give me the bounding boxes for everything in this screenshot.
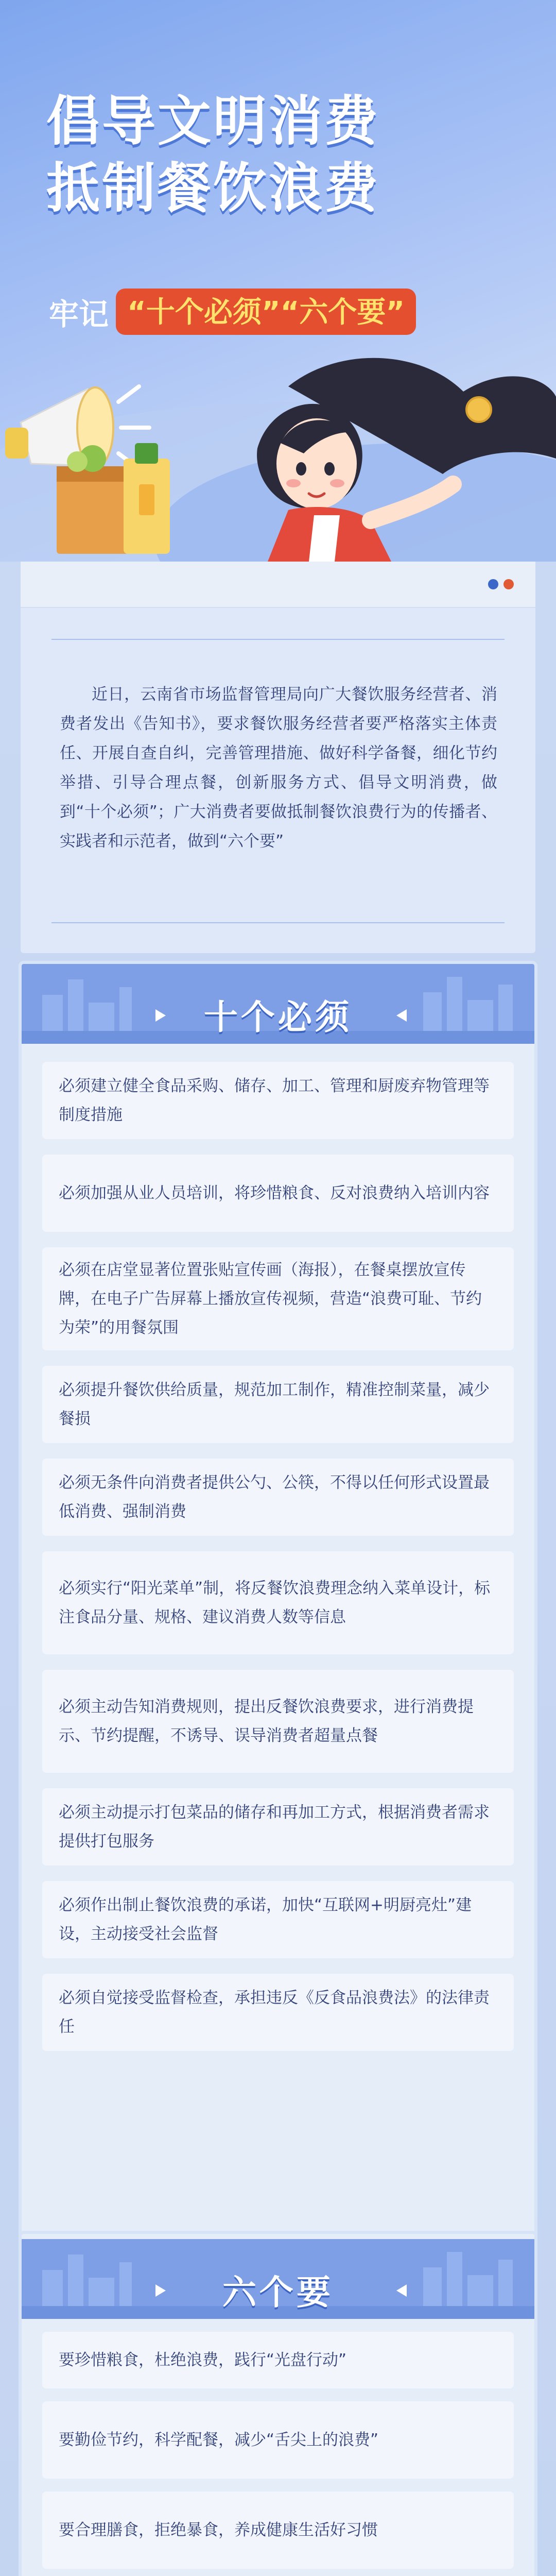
- list-item: 必须主动告知消费规则，提出反餐饮浪费要求，进行消费提示、节约提醒，不诱导、误导消费者超量点餐: [42, 1670, 514, 1773]
- list-item: 要勤俭节约，科学配餐，减少“舌尖上的浪费”: [42, 2401, 514, 2479]
- list-item: 必须提升餐饮供给质量，规范加工制作，精准控制菜量，减少餐损: [42, 1366, 514, 1443]
- section-title: 六个要: [222, 2273, 334, 2312]
- list-item: 要合理膳食，拒绝暴食，养成健康生活好习惯: [42, 2492, 514, 2569]
- hero-subtitle-pill: “十个必须”“六个要”: [116, 289, 416, 335]
- grocery-bag-icon: [57, 443, 170, 554]
- section-banner: [22, 964, 534, 1044]
- section-six-wants: [19, 2231, 537, 2576]
- dot-icon: [503, 579, 514, 589]
- hero-illustration: [0, 289, 556, 562]
- hero-subtitle-lead: 牢记: [49, 297, 109, 332]
- hero-title-line2: 抵制餐饮浪费: [46, 157, 380, 219]
- list-item: 必须自觉接受监督检查，承担违反《反食品浪费法》的法律责任: [42, 1974, 514, 2051]
- divider: [51, 639, 505, 640]
- list-item: 必须实行“阳光菜单”制，将反餐饮浪费理念纳入菜单设计，标注食品分量、规格、建议消费人数等信息: [42, 1551, 514, 1654]
- list-item: 必须建立健全食品采购、储存、加工、管理和厨废弃物管理等制度措施: [42, 1062, 514, 1139]
- section-banner: [22, 2239, 534, 2319]
- list-item: 必须主动提示打包菜品的储存和再加工方式，根据消费者需求提供打包服务: [42, 1788, 514, 1866]
- girl-illustration: [257, 358, 556, 562]
- hero-title-line1: 倡导文明消费: [46, 90, 380, 152]
- list-item: 必须无条件向消费者提供公勺、公筷，不得以任何形式设置最低消费、强制消费: [42, 1459, 514, 1536]
- list-item: 必须在店堂显著位置张贴宣传画（海报），在餐桌摆放宣传牌，在电子广告屏幕上播放宣传视频，营造“浪费可耻、节约为荣”的用餐氛围: [42, 1247, 514, 1350]
- intro-text: 近日，云南省市场监督管理局向广大餐饮服务经营者、消费者发出《告知书》，要求餐饮服务经营者要严格落实主体责任、开展自查自纠，完善管理措施、做好科学备餐，细化节约举措、引导合理点餐，创新服务方式、倡导文明消费，做到“十个必须”；广大消费者要做抵制餐饮浪费行为的传播者、实践者和示范者，做到“六个要”: [60, 685, 497, 851]
- intro-card-header: [21, 562, 535, 608]
- hero-banner: [0, 0, 556, 562]
- list-item: 必须作出制止餐饮浪费的承诺，加快“互联网+明厨亮灶”建设，主动接受社会监督: [42, 1881, 514, 1958]
- section-ten-musts: [19, 961, 537, 2244]
- triangle-right-icon: [396, 2284, 407, 2297]
- intro-card: [21, 562, 535, 953]
- section-title: 十个必须: [204, 997, 352, 1037]
- hero-title: [46, 88, 380, 222]
- list-item: 要珍惜粮食，杜绝浪费，践行“光盘行动”: [42, 2332, 514, 2388]
- triangle-right-icon: [396, 1009, 407, 1022]
- divider: [51, 922, 505, 923]
- list-item: 必须加强从业人员培训，将珍惜粮食、反对浪费纳入培训内容: [42, 1155, 514, 1232]
- dot-icon: [488, 579, 498, 589]
